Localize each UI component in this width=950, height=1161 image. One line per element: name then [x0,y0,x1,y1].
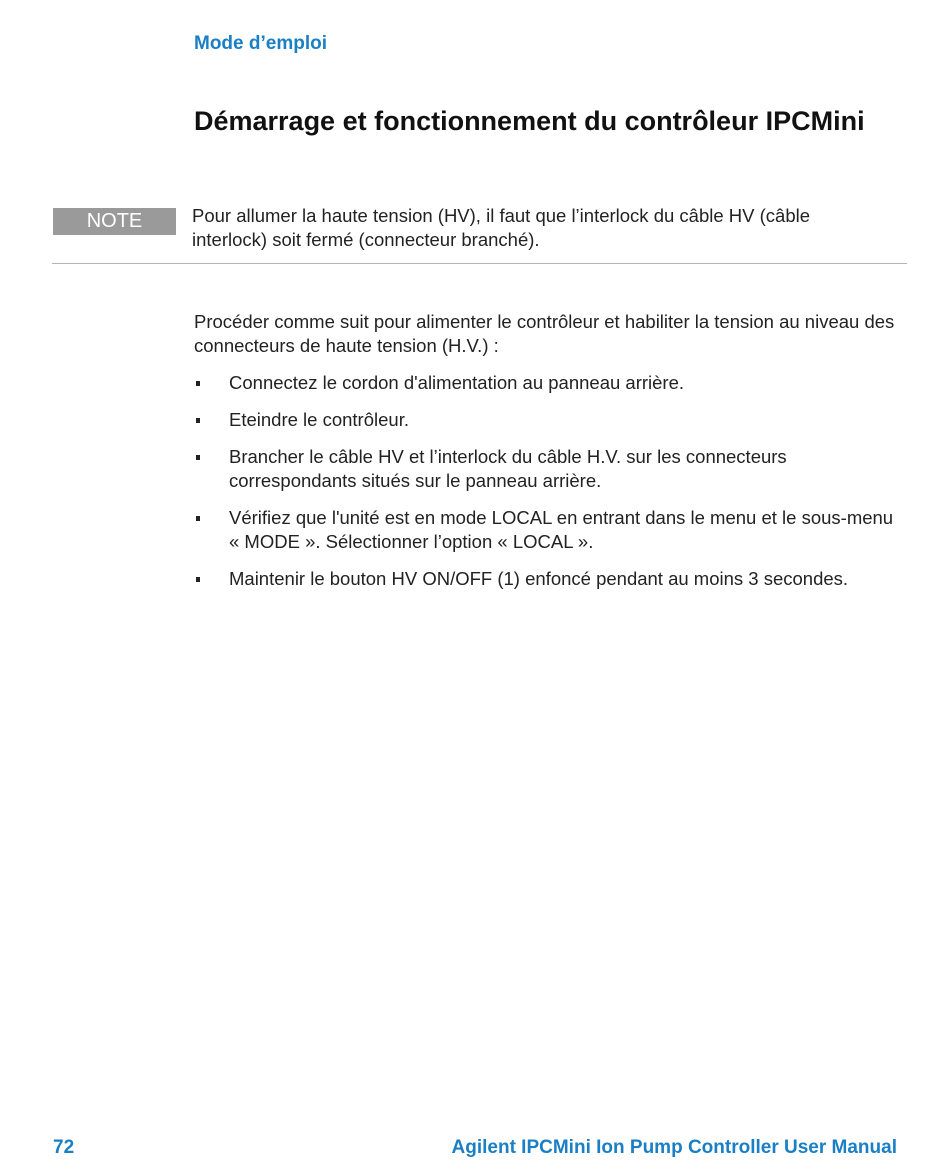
list-item [194,371,904,395]
note-label: NOTE [53,208,176,235]
list-item-text: Eteindre le contrôleur. [229,409,409,430]
list-item [194,506,904,554]
bullet-icon [196,455,200,460]
list-item-text: Brancher le câble HV et l’interlock du câble H.V. sur les connecteurs correspondants situés sur le panneau arrière. [229,446,787,491]
list-item-text: Maintenir le bouton HV ON/OFF (1) enfoncé pendant au moins 3 secondes. [229,568,849,589]
bullet-icon [196,516,200,521]
list-item-text: Vérifiez que l'unité est en mode LOCAL en entrant dans le menu et le sous-menu « MODE ». Sélectionner l’option « LOCAL ». [229,507,894,552]
page-title: Démarrage et fonctionnement du contrôleur IPCMini [194,106,865,136]
note-divider [52,263,907,264]
bullet-icon [196,577,200,582]
list-item [194,567,904,591]
manual-title: Agilent IPCMini Ion Pump Controller User Manual [451,1137,897,1158]
list-item [194,445,904,493]
note-text: Pour allumer la haute tension (HV), il faut que l’interlock du câble HV (câble interlock) soit fermé (connecteur branché). [192,205,811,250]
steps-list [194,371,904,604]
bullet-icon [196,418,200,423]
section-header: Mode d’emploi [194,33,327,54]
list-item [194,408,904,432]
bullet-icon [196,381,200,386]
list-item-text: Connectez le cordon d'alimentation au panneau arrière. [229,372,685,393]
page-number: 72 [53,1137,75,1158]
intro-paragraph: Procéder comme suit pour alimenter le contrôleur et habiliter la tension au niveau des connecteurs de haute tension (H.V.) : [194,311,895,356]
